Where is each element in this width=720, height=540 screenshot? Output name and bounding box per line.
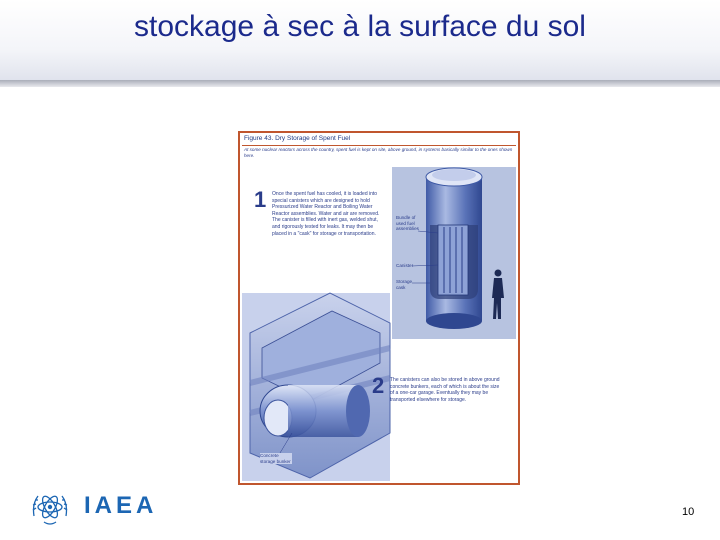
step-1-text: Once the spent fuel has cooled, it is loaded into special canisters which are designed to hold Pressurized Water Reactor and Boiling Water Reactor assemblies. Water and air are removed. The canister is filled with inert gas, welded shut, and rigorously tested for leaks. It may then be placed in a "cask" for storage or transportation.: [272, 191, 380, 237]
step-2-text: The canisters can also be stored in above ground concrete bunkers, each of which is about the size of a one-car garage. Eventually they may be transported elsewhere for storage.: [390, 377, 500, 403]
storage-cask-drawing: [426, 168, 482, 329]
iaea-emblem-icon: [28, 486, 72, 530]
label-bundle: Bundle of used fuel assemblies: [396, 215, 419, 232]
figure-title: Figure 43. Dry Storage of Spent Fuel: [244, 135, 351, 142]
label-storage-cask: Storage cask: [396, 279, 413, 290]
figure-frame: [238, 131, 520, 485]
figure-title-rule: [242, 145, 516, 146]
page-number: 10: [682, 506, 695, 518]
step-2-number: 2: [372, 373, 385, 398]
label-canister: Canister: [396, 263, 414, 268]
label-concrete-bunker: Concrete storage bunker: [260, 453, 291, 464]
figure-illustration: [240, 133, 518, 483]
title-bar-shadow: [0, 80, 720, 87]
step-1-number: 1: [254, 187, 267, 212]
iaea-logo-text: IAEA: [84, 492, 158, 519]
figure-intro-text: At some nuclear reactors across the country, spent fuel is kept on site, above ground, in systems basically similar to the ones shown here.: [244, 147, 513, 158]
slide-title: stockage à sec à la surface du sol: [134, 10, 586, 43]
